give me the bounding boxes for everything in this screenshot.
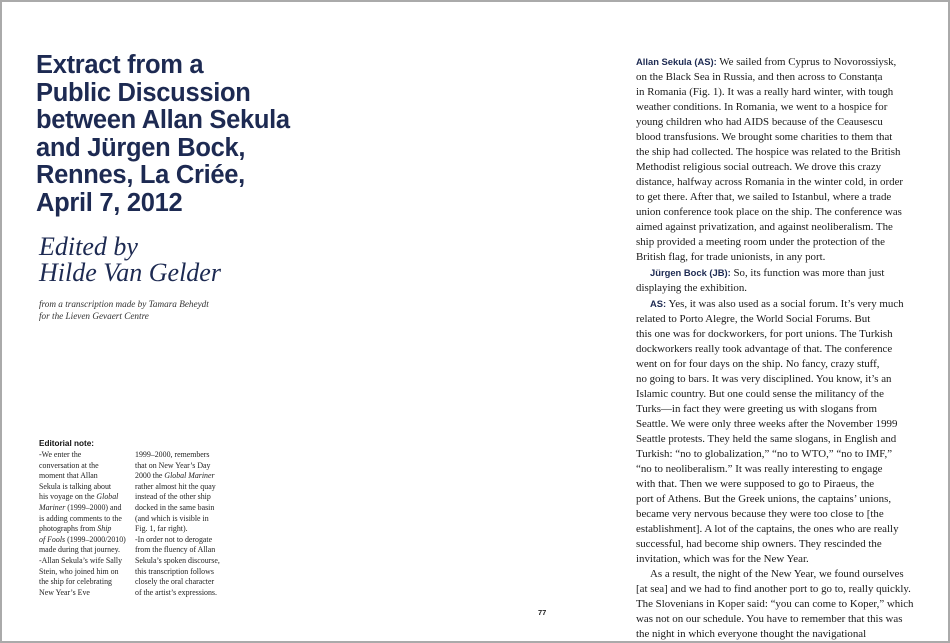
note-line: -We enter the (39, 450, 82, 459)
body-line: became very nervous because they were too close to [the (636, 508, 884, 520)
body-line: the night in which everyone thought the navigational (636, 628, 867, 640)
article-title (36, 52, 366, 218)
note-line (39, 524, 135, 535)
credit-line: from a transcription made by Tamara Beheydt (39, 299, 209, 309)
note-text: (1999–2000/2010) (65, 534, 126, 544)
body-line: dockworkers really took advantage of that. The conference (636, 343, 893, 355)
body-line: “no to neoliberalism.” It was really interesting to engage (636, 463, 883, 475)
body-line: with that. Then we were supposed to go to Piraeus, the (636, 478, 875, 490)
note-line: the ship for celebrating (39, 577, 112, 587)
note-text: his voyage on the (39, 492, 97, 502)
note-line: this transcription follows (135, 566, 214, 576)
body-line: distance, halfway across Romania in the winter cold, in order (636, 176, 904, 188)
body-line (636, 54, 932, 70)
note-line: New Year’s Eve (39, 587, 90, 597)
note-line: docked in the same basin (135, 502, 215, 512)
body-line: British flag, for trade unionists, in any port. (636, 251, 826, 263)
editorial-note-column-1 (39, 450, 135, 598)
note-line: -Allan Sekula’s wife Sally (39, 555, 123, 565)
body-line: union conference took place on the ship. The conference was (636, 206, 902, 218)
speaker-label: Jürgen Bock (JB): (650, 267, 731, 278)
body-line: weather conditions. In Romania, we went to a hospice for (636, 101, 888, 113)
editor-name: Hilde Van Gelder (39, 258, 221, 287)
body-line: this one was for dockworkers, for port unions. The Turkish (636, 328, 893, 340)
edited-by-line: Edited by (39, 232, 138, 261)
body-line: [at sea] and we had to find another port to go to, really quickly. (636, 583, 911, 595)
note-line: Fig. 1, far right). (135, 524, 188, 534)
line-text: So, its function was more than just (730, 267, 885, 279)
note-line: is adding comments to the (39, 513, 122, 523)
note-line: -In order not to derogate (135, 534, 213, 544)
body-line: blood transfusions. We brought some charities to them that (636, 131, 893, 143)
note-line (39, 535, 135, 546)
ship-name: Global (96, 492, 119, 502)
line-text: We sailed from Cyprus to Novorossiysk, (716, 56, 897, 68)
note-line: made during that journey. (39, 545, 121, 555)
note-line (39, 503, 135, 514)
body-line: Seattle protests. They held the same slogans, in English and (636, 433, 897, 445)
body-line: was not on our schedule. You have to remember that this was (636, 613, 903, 625)
body-line: successful, had become ship owners. They rescinded the (636, 538, 882, 550)
title-line: Extract from a (36, 51, 204, 79)
right-page (475, 2, 948, 641)
note-line: of the artist’s expressions. (135, 587, 217, 597)
body-line: Seattle. We were only three weeks after the November 1999 (636, 418, 898, 430)
speaker-label: Allan Sekula (AS): (636, 56, 717, 67)
body-line: aimed against privatization, and against neoliberalism. The (636, 221, 893, 233)
note-text: (1999–2000) and (65, 502, 122, 512)
note-line: moment that Allan (39, 471, 98, 481)
body-line: Turks—in fact they were greeting us with slogans from (636, 403, 877, 415)
body-line: the ship had collected. The hospice was related to the British (636, 146, 901, 158)
ship-name: Mariner (39, 502, 66, 512)
body-line: displaying the exhibition. (636, 282, 748, 294)
title-line: between Allan Sekula (36, 106, 290, 135)
note-line: Sekula’s spoken discourse, (135, 555, 220, 565)
body-line: to get there. After that, we sailed to Istanbul, where a trade (636, 191, 892, 203)
body-line: As a result, the night of the New Year, we found ourselves (650, 568, 904, 580)
title-line: Public Discussion (36, 78, 251, 107)
title-line: and Jürgen Bock, (36, 133, 246, 162)
note-line: Stein, who joined him on (39, 566, 119, 576)
line-text: Yes, it was also used as a social forum. It’s very much (666, 298, 904, 310)
note-line: conversation at the (39, 460, 99, 470)
work-title: Ship (97, 524, 112, 534)
body-line: went on for four days on the ship. No fancy, crazy stuff, (636, 358, 880, 370)
discussion-body (636, 54, 932, 642)
edited-by (39, 234, 339, 286)
body-line: on the Black Sea in Russia, and then across to Constanța (636, 71, 883, 83)
body-line: invitation, which was for the New Year. (636, 553, 809, 565)
body-line: Methodist religious social outreach. We drove this crazy (636, 161, 882, 173)
title-line: Rennes, La Criée, (36, 161, 245, 190)
note-line (39, 492, 135, 503)
title-line: April 7, 2012 (36, 188, 183, 217)
note-line: that on New Year’s Day (135, 460, 211, 470)
note-line: 1999–2000, remembers (135, 450, 210, 459)
note-line: from the fluency of Allan (135, 545, 216, 555)
note-line: (and which is visible in (135, 513, 209, 523)
body-line: in Romania (Fig. 1). It was a really hard winter, with tough (636, 86, 894, 98)
ship-name: Global Mariner (164, 471, 215, 481)
editorial-note-heading: Editorial note: (39, 439, 95, 448)
body-line (636, 296, 932, 312)
body-line: related to Porto Alegre, the World Social Forums. But (636, 313, 871, 325)
speaker-label: AS: (650, 298, 667, 309)
body-line (636, 265, 932, 281)
body-line: The Slovenians in Koper said: “you can come to Koper,” which (636, 598, 914, 610)
note-line: rather almost hit the quay (135, 481, 216, 491)
note-line (135, 471, 235, 482)
credit-line: for the Lieven Gevaert Centre (39, 311, 149, 321)
body-line: young children who had AIDS because of the Ceausescu (636, 116, 883, 128)
note-line: closely the oral character (135, 577, 215, 587)
body-line: Islamic country. But one could sense the militancy of the (636, 388, 884, 400)
body-line: Turkish: “no to globalization,” “no to WTO,” “no to IMF,” (636, 448, 893, 460)
note-text: 2000 the (135, 471, 165, 481)
note-line: instead of the other ship (135, 492, 211, 502)
note-line: Sekula is talking about (39, 481, 112, 491)
left-page (2, 2, 475, 641)
page-number: 77 (538, 608, 547, 617)
body-line: no going to bars. It was very disciplined. You know, it’s an (636, 373, 892, 385)
editorial-note-column-2 (135, 450, 235, 598)
body-line: port of Athens. But the Greek unions, the captains’ unions, (636, 493, 892, 505)
note-text: photographs from (39, 524, 98, 534)
body-line: ship provided a meeting room under the protection of the (636, 236, 885, 248)
transcription-credit (39, 298, 289, 322)
body-line: establishment]. A lot of the captains, the ones who are really (636, 523, 899, 535)
work-title: of Fools (39, 534, 66, 544)
